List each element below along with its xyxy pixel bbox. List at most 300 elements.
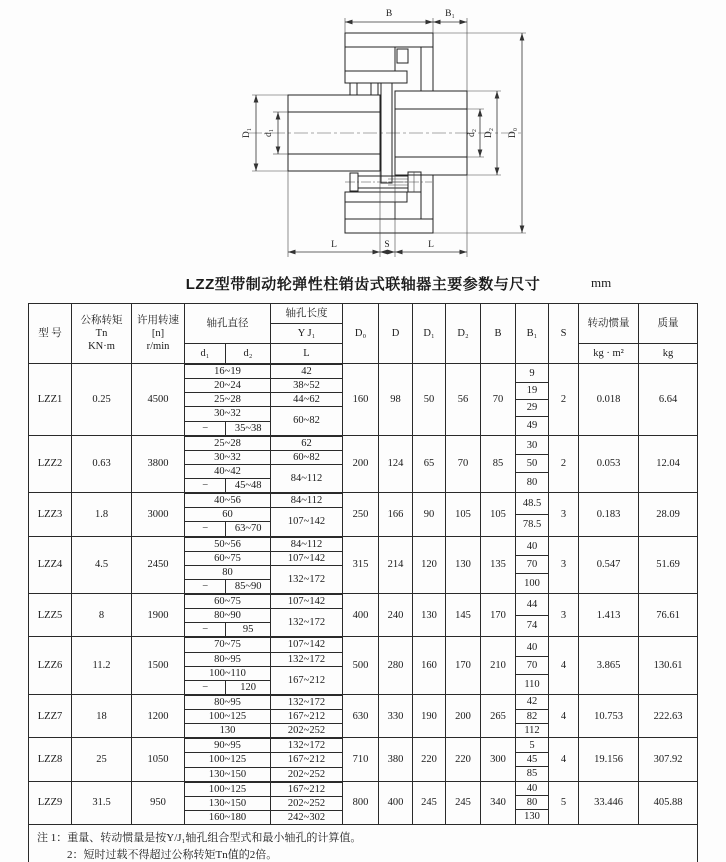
bore-l-cell: 60~82 xyxy=(271,407,342,435)
header-bore-dia: 轴孔直径 xyxy=(185,304,271,344)
header-yj1: Y J₁ xyxy=(271,324,343,344)
dd2-cell: 245 xyxy=(446,781,481,824)
bore-l-cell: 107~142 xyxy=(271,551,342,565)
b1-sub-row xyxy=(516,723,548,737)
speed-cell: 1900 xyxy=(132,594,185,637)
bore-sub-row xyxy=(185,365,342,379)
notes-row xyxy=(29,825,698,862)
bore-d-cell: 30~32 xyxy=(185,407,271,421)
bore-group-cell xyxy=(185,637,343,695)
dim-l-right-label: L xyxy=(428,240,434,250)
d-cell: 214 xyxy=(379,536,413,594)
bore-d-cell: 80 xyxy=(185,565,271,579)
header-inertia-unit: kg · m² xyxy=(579,344,639,364)
bore-d-cell: 25~28 xyxy=(185,436,271,450)
torque-cell: 8 xyxy=(72,594,132,637)
b1-cell: 49 xyxy=(516,416,548,433)
bore-sub-row xyxy=(185,464,342,478)
b1-sub-table xyxy=(516,739,548,780)
dim-s-label: S xyxy=(384,240,390,250)
bore-sub-row xyxy=(185,609,342,623)
bore-l-cell: 167~212 xyxy=(271,753,342,767)
header-mass-unit: kg xyxy=(639,344,698,364)
bore-d-cell: 90~95 xyxy=(185,739,271,753)
bore-d-cell: 160~180 xyxy=(185,810,271,824)
bore-group-cell xyxy=(185,738,343,781)
bore-d-cell: 60~75 xyxy=(185,551,271,565)
b-cell: 135 xyxy=(481,536,516,594)
b1-group-cell xyxy=(516,364,549,436)
dim-d2-label: d₂ xyxy=(467,128,477,138)
bore-l-cell: 167~212 xyxy=(271,782,342,796)
dd2-cell: 56 xyxy=(446,364,481,436)
note-line-1: 注 1：重量、转动惯量是按Y/J₁轴孔组合型式和最小轴孔的计算值。 xyxy=(37,832,362,844)
inertia-cell: 1.413 xyxy=(579,594,639,637)
torque-cell: 11.2 xyxy=(72,637,132,695)
bore-d-cell: 60~75 xyxy=(185,595,271,609)
b1-cell: 100 xyxy=(516,574,548,592)
b1-sub-table xyxy=(516,537,548,592)
d-cell: 380 xyxy=(379,738,413,781)
mass-cell: 222.63 xyxy=(639,694,698,737)
bore-sub-row xyxy=(185,393,342,407)
b1-sub-row xyxy=(516,767,548,781)
bore-sub-table xyxy=(185,364,342,435)
spec-row-LZZ8 xyxy=(29,738,698,781)
bore-d-cell: 130 xyxy=(185,724,271,738)
b-cell: 300 xyxy=(481,738,516,781)
b1-cell: 85 xyxy=(516,767,548,781)
dd1-cell: 65 xyxy=(413,435,446,493)
header-d2: d₂ xyxy=(226,344,271,364)
bore-l-cell: 44~62 xyxy=(271,393,342,407)
bore-d1-cell: − xyxy=(185,680,226,694)
b1-sub-row xyxy=(516,657,548,675)
b1-sub-row xyxy=(516,537,548,555)
dim-d1-label: d₁ xyxy=(264,128,274,138)
s-cell: 3 xyxy=(549,536,579,594)
b-cell: 340 xyxy=(481,781,516,824)
b1-cell: 40 xyxy=(516,537,548,555)
mass-cell: 51.69 xyxy=(639,536,698,594)
b1-cell: 80 xyxy=(516,796,548,810)
s-cell: 5 xyxy=(549,781,579,824)
bore-group-cell xyxy=(185,594,343,637)
b1-sub-row xyxy=(516,473,548,491)
b1-cell: 30 xyxy=(516,437,548,455)
header-dd1: D₁ xyxy=(413,304,446,364)
mass-cell: 405.88 xyxy=(639,781,698,824)
bore-sub-table xyxy=(185,436,342,493)
d0-cell: 800 xyxy=(343,781,379,824)
bore-sub-row xyxy=(185,782,342,796)
b-cell: 265 xyxy=(481,694,516,737)
d-cell: 166 xyxy=(379,493,413,536)
d-cell: 240 xyxy=(379,594,413,637)
header-dd2: D₂ xyxy=(446,304,481,364)
bore-d-cell: 20~24 xyxy=(185,379,271,393)
bore-sub-row xyxy=(185,508,342,522)
b1-sub-table xyxy=(516,365,548,433)
b1-cell: 42 xyxy=(516,695,548,709)
s-cell: 2 xyxy=(549,364,579,436)
d0-cell: 710 xyxy=(343,738,379,781)
dim-b-label: B xyxy=(385,9,393,19)
bore-sub-row xyxy=(185,379,342,393)
bore-d-cell: 30~32 xyxy=(185,450,271,464)
b1-cell: 74 xyxy=(516,615,548,636)
dd1-cell: 245 xyxy=(413,781,446,824)
bore-sub-row xyxy=(185,767,342,781)
torque-cell: 4.5 xyxy=(72,536,132,594)
bore-sub-table xyxy=(185,493,342,535)
model-cell: LZZ5 xyxy=(29,594,72,637)
header-torque-l1: 公称转矩 xyxy=(80,314,123,326)
speed-cell: 1500 xyxy=(132,637,185,695)
b1-sub-table xyxy=(516,638,548,693)
header-torque-l2: Tn xyxy=(95,327,108,339)
dim-top xyxy=(345,9,467,91)
b1-sub-row xyxy=(516,810,548,824)
b1-sub-row xyxy=(516,437,548,455)
b1-sub-row xyxy=(516,739,548,753)
header-speed xyxy=(132,304,185,364)
b1-cell: 70 xyxy=(516,556,548,574)
bore-l-cell: 132~172 xyxy=(271,609,342,637)
bore-sub-table xyxy=(185,695,342,737)
inertia-cell: 0.547 xyxy=(579,536,639,594)
bore-l-cell: 202~252 xyxy=(271,767,342,781)
b1-sub-table xyxy=(516,782,548,823)
bore-sub-table xyxy=(185,537,342,594)
bore-d-cell: 130~150 xyxy=(185,796,271,810)
spec-row-LZZ7 xyxy=(29,694,698,737)
dd2-cell: 200 xyxy=(446,694,481,737)
mass-cell: 28.09 xyxy=(639,493,698,536)
bore-sub-row xyxy=(185,450,342,464)
bore-sub-row xyxy=(185,638,342,652)
table-header xyxy=(29,304,698,364)
b1-sub-row xyxy=(516,365,548,382)
bore-d-cell: 70~75 xyxy=(185,638,271,652)
bore-d-cell: 100~125 xyxy=(185,753,271,767)
model-cell: LZZ6 xyxy=(29,637,72,695)
bore-d2-cell: 35~38 xyxy=(226,421,271,435)
b1-group-cell xyxy=(516,694,549,737)
model-cell: LZZ9 xyxy=(29,781,72,824)
s-cell: 3 xyxy=(549,594,579,637)
bore-sub-table xyxy=(185,637,342,694)
b1-cell: 110 xyxy=(516,675,548,693)
d-cell: 330 xyxy=(379,694,413,737)
b1-sub-row xyxy=(516,574,548,592)
bore-d-cell: 40~56 xyxy=(185,494,271,508)
bore-d2-cell: 85~90 xyxy=(226,579,271,593)
d-cell: 280 xyxy=(379,637,413,695)
bore-l-cell: 60~82 xyxy=(271,450,342,464)
header-s: S xyxy=(549,304,579,364)
dd2-cell: 220 xyxy=(446,738,481,781)
bore-l-cell: 84~112 xyxy=(271,537,342,551)
bore-d-cell: 100~110 xyxy=(185,666,271,680)
bore-sub-table xyxy=(185,782,342,824)
table-body xyxy=(29,364,698,825)
b1-sub-row xyxy=(516,615,548,636)
b1-sub-row xyxy=(516,494,548,515)
bore-sub-row xyxy=(185,710,342,724)
d0-cell: 200 xyxy=(343,435,379,493)
s-cell: 4 xyxy=(549,738,579,781)
b1-sub-table xyxy=(516,595,548,636)
model-cell: LZZ7 xyxy=(29,694,72,737)
bore-sub-row xyxy=(185,595,342,609)
bore-l-cell: 242~302 xyxy=(271,810,342,824)
mass-cell: 76.61 xyxy=(639,594,698,637)
b1-cell: 29 xyxy=(516,399,548,416)
bore-d2-cell: 63~70 xyxy=(226,522,271,536)
b1-cell: 40 xyxy=(516,638,548,656)
header-b: B xyxy=(481,304,516,364)
bore-sub-row xyxy=(185,407,342,421)
torque-cell: 31.5 xyxy=(72,781,132,824)
bore-sub-row xyxy=(185,724,342,738)
bore-sub-row xyxy=(185,652,342,666)
spec-row-LZZ9 xyxy=(29,781,698,824)
bore-d-cell: 40~42 xyxy=(185,464,271,478)
bore-d-cell: 50~56 xyxy=(185,537,271,551)
bore-d2-cell: 45~48 xyxy=(226,479,271,493)
torque-cell: 25 xyxy=(72,738,132,781)
bore-d-cell: 25~28 xyxy=(185,393,271,407)
d0-cell: 315 xyxy=(343,536,379,594)
b1-cell: 50 xyxy=(516,455,548,473)
b1-cell: 130 xyxy=(516,810,548,824)
bore-l-cell: 132~172 xyxy=(271,695,342,709)
b1-sub-row xyxy=(516,416,548,433)
dim-dd2-label: D₂ xyxy=(484,127,494,139)
dd2-cell: 145 xyxy=(446,594,481,637)
bore-l-cell: 167~212 xyxy=(271,666,342,694)
dd1-cell: 130 xyxy=(413,594,446,637)
spec-row-LZZ3 xyxy=(29,493,698,536)
b1-sub-row xyxy=(516,455,548,473)
unit-label: mm xyxy=(591,275,612,290)
b1-sub-row xyxy=(516,752,548,766)
bore-sub-row xyxy=(185,436,342,450)
bore-l-cell: 62 xyxy=(271,436,342,450)
speed-cell: 1050 xyxy=(132,738,185,781)
b1-cell: 9 xyxy=(516,365,548,382)
bore-d1-cell: − xyxy=(185,522,226,536)
bore-sub-row xyxy=(185,810,342,824)
model-cell: LZZ3 xyxy=(29,493,72,536)
header-torque-l3: KN·m xyxy=(88,341,115,353)
header-speed-l2: [n] xyxy=(151,327,165,339)
b1-cell: 45 xyxy=(516,752,548,766)
header-inertia: 转动惯量 xyxy=(579,304,639,344)
dd2-cell: 105 xyxy=(446,493,481,536)
b1-cell: 48.5 xyxy=(516,494,548,515)
bore-sub-row xyxy=(185,565,342,579)
d0-cell: 250 xyxy=(343,493,379,536)
inertia-cell: 3.865 xyxy=(579,637,639,695)
spec-row-LZZ5 xyxy=(29,594,698,637)
header-bore-len: 轴孔长度 xyxy=(271,304,343,324)
bore-group-cell xyxy=(185,493,343,536)
header-d: D xyxy=(379,304,413,364)
header-d0: D₀ xyxy=(343,304,379,364)
coupling-drawing xyxy=(0,0,726,268)
mass-cell: 12.04 xyxy=(639,435,698,493)
bore-l-cell: 107~142 xyxy=(271,638,342,652)
header-torque xyxy=(72,304,132,364)
model-cell: LZZ4 xyxy=(29,536,72,594)
d0-cell: 400 xyxy=(343,594,379,637)
spec-row-LZZ2 xyxy=(29,435,698,493)
b1-sub-table xyxy=(516,695,548,736)
bore-d-cell: 100~125 xyxy=(185,710,271,724)
bore-sub-row xyxy=(185,739,342,753)
bore-sub-row xyxy=(185,796,342,810)
bore-d-cell: 80~90 xyxy=(185,609,271,623)
dim-bottom xyxy=(288,171,467,257)
inertia-cell: 19.156 xyxy=(579,738,639,781)
bore-d2-cell: 120 xyxy=(226,680,271,694)
dd1-cell: 120 xyxy=(413,536,446,594)
speed-cell: 4500 xyxy=(132,364,185,436)
dd1-cell: 190 xyxy=(413,694,446,737)
bore-group-cell xyxy=(185,364,343,436)
mass-cell: 130.61 xyxy=(639,637,698,695)
header-model: 型 号 xyxy=(29,304,72,364)
bore-d-cell: 100~125 xyxy=(185,782,271,796)
dd1-cell: 90 xyxy=(413,493,446,536)
d-cell: 98 xyxy=(379,364,413,436)
model-cell: LZZ1 xyxy=(29,364,72,436)
bore-l-cell: 84~112 xyxy=(271,494,342,508)
s-cell: 2 xyxy=(549,435,579,493)
bore-l-cell: 84~112 xyxy=(271,464,342,492)
b1-sub-table xyxy=(516,494,548,535)
header-b1: B₁ xyxy=(516,304,549,364)
b1-group-cell xyxy=(516,493,549,536)
dd2-cell: 170 xyxy=(446,637,481,695)
speed-cell: 3800 xyxy=(132,435,185,493)
bore-sub-table xyxy=(185,594,342,636)
b-cell: 105 xyxy=(481,493,516,536)
b1-group-cell xyxy=(516,781,549,824)
bore-l-cell: 202~252 xyxy=(271,724,342,738)
b1-group-cell xyxy=(516,637,549,695)
spec-row-LZZ1 xyxy=(29,364,698,436)
spec-row-LZZ4 xyxy=(29,536,698,594)
b1-cell: 5 xyxy=(516,739,548,753)
bore-sub-table xyxy=(185,738,342,780)
bore-group-cell xyxy=(185,536,343,594)
dim-b1-label: B₁ xyxy=(445,9,455,19)
b1-sub-row xyxy=(516,514,548,535)
note-line-2: 2：短时过载不得超过公称转矩Tn值的2倍。 xyxy=(67,849,278,862)
b-cell: 85 xyxy=(481,435,516,493)
b1-group-cell xyxy=(516,738,549,781)
d0-cell: 500 xyxy=(343,637,379,695)
inertia-cell: 33.446 xyxy=(579,781,639,824)
inertia-cell: 10.753 xyxy=(579,694,639,737)
inertia-cell: 0.018 xyxy=(579,364,639,436)
header-l: L xyxy=(271,344,343,364)
b1-cell: 112 xyxy=(516,723,548,737)
b1-cell: 78.5 xyxy=(516,514,548,535)
speed-cell: 2450 xyxy=(132,536,185,594)
bore-d-cell: 80~95 xyxy=(185,652,271,666)
bore-d1-cell: − xyxy=(185,479,226,493)
b1-sub-row xyxy=(516,382,548,399)
torque-cell: 1.8 xyxy=(72,493,132,536)
bore-d-cell: 130~150 xyxy=(185,767,271,781)
inertia-cell: 0.183 xyxy=(579,493,639,536)
dim-dd1-label: D₁ xyxy=(242,127,252,139)
d-cell: 400 xyxy=(379,781,413,824)
dd2-cell: 70 xyxy=(446,435,481,493)
bore-d-cell: 16~19 xyxy=(185,365,271,379)
mass-cell: 307.92 xyxy=(639,738,698,781)
d-cell: 124 xyxy=(379,435,413,493)
b1-group-cell xyxy=(516,594,549,637)
header-d1: d₁ xyxy=(185,344,226,364)
b-cell: 210 xyxy=(481,637,516,695)
bore-group-cell xyxy=(185,694,343,737)
spec-row-LZZ6 xyxy=(29,637,698,695)
s-cell: 4 xyxy=(549,637,579,695)
b1-sub-row xyxy=(516,595,548,616)
model-cell: LZZ2 xyxy=(29,435,72,493)
bore-d1-cell: − xyxy=(185,623,226,637)
bore-l-cell: 132~172 xyxy=(271,652,342,666)
bore-l-cell: 107~142 xyxy=(271,508,342,536)
b1-sub-table xyxy=(516,437,548,492)
b1-sub-row xyxy=(516,695,548,709)
bore-l-cell: 167~212 xyxy=(271,710,342,724)
b1-group-cell xyxy=(516,536,549,594)
bore-group-cell xyxy=(185,781,343,824)
header-speed-l1: 许用转速 xyxy=(137,314,179,326)
torque-cell: 0.25 xyxy=(72,364,132,436)
bore-l-cell: 202~252 xyxy=(271,796,342,810)
speed-cell: 950 xyxy=(132,781,185,824)
bore-d-cell: 60 xyxy=(185,508,271,522)
inertia-cell: 0.053 xyxy=(579,435,639,493)
bore-sub-row xyxy=(185,537,342,551)
dd1-cell: 160 xyxy=(413,637,446,695)
b-cell: 70 xyxy=(481,364,516,436)
b1-sub-row xyxy=(516,675,548,693)
torque-cell: 0.63 xyxy=(72,435,132,493)
bore-d-cell: 80~95 xyxy=(185,695,271,709)
bore-l-cell: 132~172 xyxy=(271,739,342,753)
header-mass: 质量 xyxy=(639,304,698,344)
brake-wheel-upper xyxy=(345,33,433,95)
bore-sub-row xyxy=(185,666,342,680)
b1-cell: 70 xyxy=(516,657,548,675)
b1-sub-row xyxy=(516,709,548,723)
dd2-cell: 130 xyxy=(446,536,481,594)
speed-cell: 1200 xyxy=(132,694,185,737)
b1-sub-row xyxy=(516,399,548,416)
model-cell: LZZ8 xyxy=(29,738,72,781)
dd1-cell: 220 xyxy=(413,738,446,781)
dim-l-left-label: L xyxy=(331,240,337,250)
bore-sub-row xyxy=(185,753,342,767)
